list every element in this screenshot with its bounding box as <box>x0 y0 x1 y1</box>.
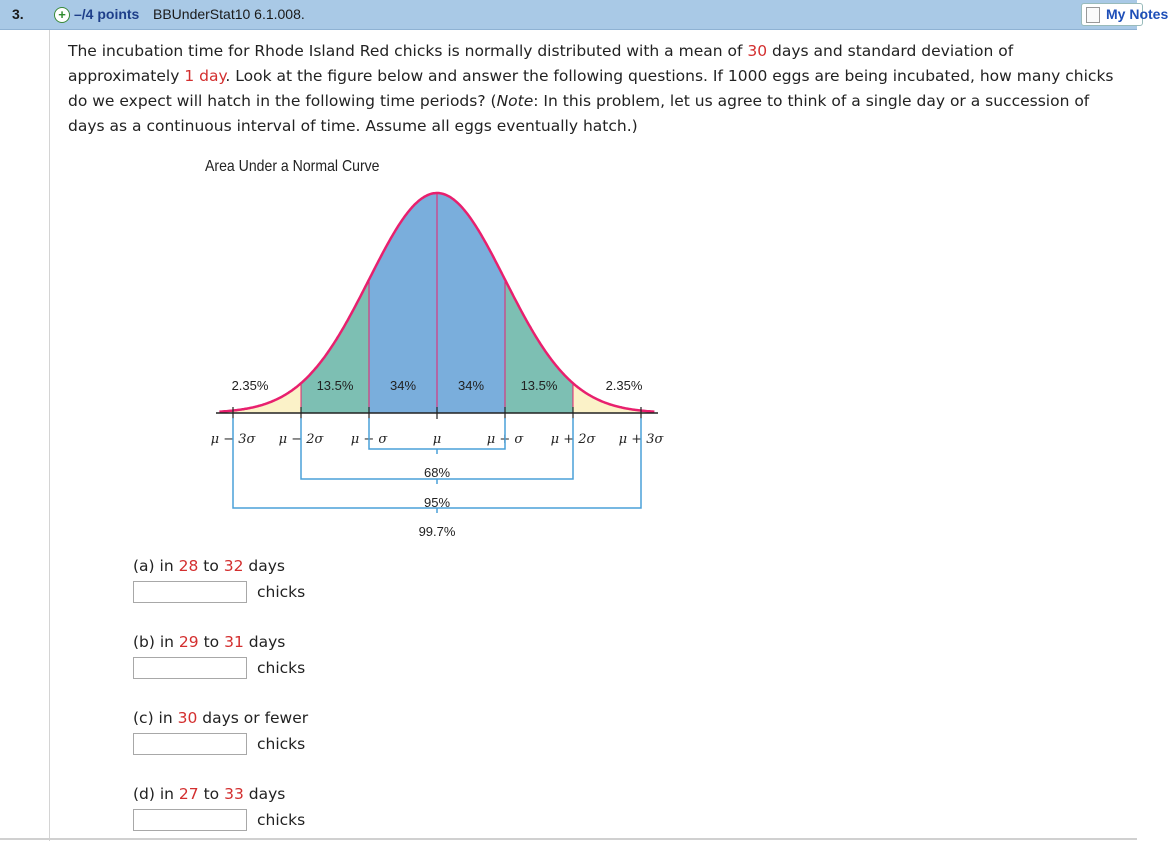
part-a-end: 32 <box>223 557 244 575</box>
part-c-prefix: (c) in <box>133 709 178 727</box>
axis-label: μ − 3σ <box>210 432 256 447</box>
part-d <box>133 784 306 829</box>
part-a-start: 28 <box>178 557 199 575</box>
axis-label: μ <box>432 432 442 447</box>
part-b-prefix: (b) in <box>133 633 179 651</box>
part-d-suffix: days <box>243 785 286 803</box>
normal-curve-diagram <box>190 150 690 540</box>
region-label: 2.35% <box>605 378 643 393</box>
part-b <box>133 632 306 677</box>
region-label: 34% <box>457 378 485 393</box>
part-c-mid: days or fewer <box>197 709 309 727</box>
question-header <box>0 0 1168 30</box>
part-b-start: 29 <box>178 633 199 651</box>
part-a-answer-input[interactable] <box>133 581 247 603</box>
normal-curve-figure <box>190 150 690 540</box>
expand-plus-icon[interactable]: + <box>54 7 70 23</box>
bracket-label: 95% <box>423 495 451 510</box>
my-notes-button[interactable] <box>1081 3 1168 26</box>
mean-value: 30 <box>747 42 768 60</box>
sd-value: 1 day <box>184 67 226 85</box>
axis-label: μ − σ <box>350 432 388 447</box>
part-b-suffix: days <box>243 633 286 651</box>
part-a-question <box>133 556 285 576</box>
problem-text <box>68 39 1128 139</box>
part-d-start: 27 <box>178 785 199 803</box>
figure-title: Area Under a Normal Curve <box>205 158 380 175</box>
part-b-unit: chicks <box>257 659 306 677</box>
part-a <box>133 556 306 601</box>
region-label: 2.35% <box>231 378 269 393</box>
axis-label: μ + 3σ <box>618 432 664 447</box>
part-b-answer-input[interactable] <box>133 657 247 679</box>
region-label: 13.5% <box>316 378 354 393</box>
part-a-unit: chicks <box>257 583 306 601</box>
part-c <box>133 708 309 753</box>
note-icon <box>1086 7 1100 23</box>
part-b-end: 31 <box>224 633 244 651</box>
part-d-end: 33 <box>224 785 244 803</box>
points-label: –/4 points <box>74 6 140 22</box>
problem-text-2: days and standard deviation of approximately <box>68 42 1014 85</box>
part-a-prefix: (a) in <box>133 557 179 575</box>
part-d-unit: chicks <box>257 811 306 829</box>
part-b-question <box>133 632 285 652</box>
part-d-mid: to <box>198 785 225 803</box>
problem-text-3: . Look at the figure below and answer the following questions. If 1000 eggs are being incubated, how many chicks do we expect will hatch in the following time periods? ( <box>68 67 1114 110</box>
left-divider <box>49 30 50 841</box>
axis-label: μ − 2σ <box>278 432 324 447</box>
question-reference: BBUnderStat10 6.1.008. <box>153 6 305 22</box>
axis-label: μ + 2σ <box>550 432 596 447</box>
region-label: 34% <box>389 378 417 393</box>
problem-text-1: The incubation time for Rhode Island Red chicks is normally distributed with a mean of <box>68 42 748 60</box>
axis-label: μ + σ <box>486 432 524 447</box>
note-label: Note <box>496 92 534 110</box>
part-a-mid: to <box>198 557 224 575</box>
part-d-prefix: (d) in <box>133 785 179 803</box>
bracket-label: 68% <box>423 465 451 480</box>
my-notes-label: My Notes <box>1106 6 1168 22</box>
part-d-question <box>133 784 285 804</box>
part-b-mid: to <box>198 633 225 651</box>
problem-text-4: : In this problem, let us agree to think of a single day or a succession of days as a continuous interval of time. Assume all eggs eventually hatch.) <box>68 92 1090 135</box>
question-number: 3. <box>12 6 24 22</box>
bottom-divider <box>0 838 1137 840</box>
bracket-label: 99.7% <box>418 524 456 539</box>
part-c-unit: chicks <box>257 735 306 753</box>
part-d-answer-input[interactable] <box>133 809 247 831</box>
part-c-question <box>133 708 308 728</box>
part-c-answer-input[interactable] <box>133 733 247 755</box>
part-c-value: 30 <box>177 709 198 727</box>
region-label: 13.5% <box>520 378 558 393</box>
part-a-suffix: days <box>243 557 285 575</box>
